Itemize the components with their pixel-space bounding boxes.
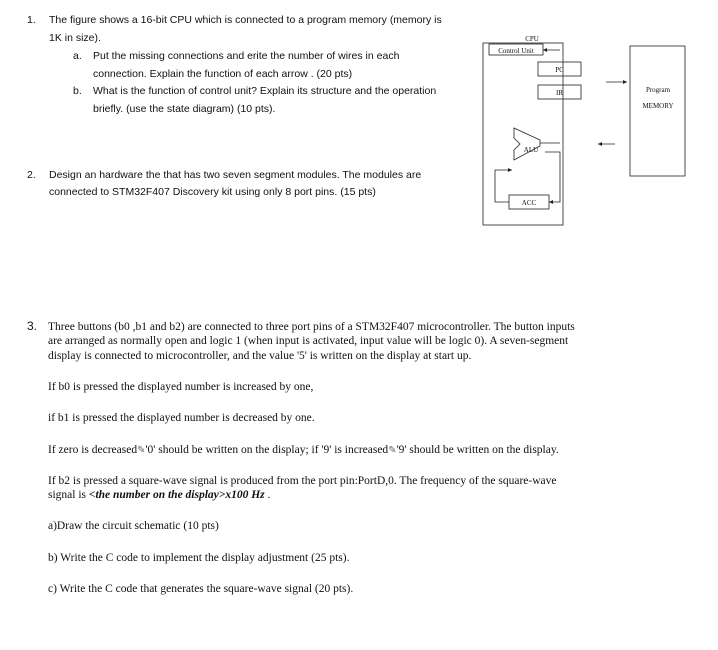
q1-text-line1: The figure shows a 16-bit CPU which is connected to a program memory (memory is bbox=[49, 14, 442, 26]
q1a-line1: Put the missing connections and erite the number of wires in each bbox=[93, 50, 400, 62]
control-unit-label: Control Unit bbox=[498, 47, 534, 55]
q3-part-a: a)Draw the circuit schematic (10 pts) bbox=[48, 520, 219, 532]
q3-rule-b2-line1: If b2 is pressed a square-wave signal is produced from the port pin:PortD,0. The frequency of the square-wave bbox=[48, 475, 557, 487]
memory-arrow-bottom bbox=[598, 142, 602, 146]
cpu-label: CPU bbox=[525, 35, 539, 43]
q1a-line2: connection. Explain the function of each arrow . (20 pts) bbox=[93, 68, 353, 80]
q3-line1: Three buttons (b0 ,b1 and b2) are connected to three port pins of a STM32F407 microcontroller. The button inputs bbox=[48, 321, 575, 333]
q3-part-c: c) Write the C code that generates the square-wave signal (20 pts). bbox=[48, 583, 354, 595]
q3-line3: display is connected to microcontroller, and the value '5' is written on the display at start up. bbox=[48, 350, 472, 362]
pencil-icon: ✎ bbox=[388, 445, 397, 456]
q1b-line1: What is the function of control unit? Explain its structure and the operation bbox=[93, 85, 437, 97]
q3-part-b: b) Write the C code to implement the display adjustment (25 pts). bbox=[48, 552, 350, 564]
q2-number: 2. bbox=[27, 169, 36, 181]
pc-label: PC bbox=[555, 66, 564, 74]
alu-label: ALU bbox=[523, 146, 539, 154]
q3-rule-zero bbox=[48, 443, 559, 458]
acc-to-alu-left bbox=[495, 170, 512, 202]
q3-rule-b2-line2 bbox=[48, 488, 270, 503]
program-label: Program bbox=[645, 86, 671, 94]
q3-rule-b2-line2c: . bbox=[267, 489, 271, 501]
q3-rule-b1: if b1 is pressed the displayed number is decreased by one. bbox=[48, 412, 315, 424]
pencil-icon: ✎ bbox=[137, 445, 146, 456]
ir-label: IR bbox=[556, 89, 563, 97]
memory-arrow-top bbox=[623, 80, 627, 84]
q3-frequency-formula: <the number on the display>x100 Hz bbox=[88, 489, 265, 501]
q2-line1: Design an hardware the that has two seven segment modules. The modules are bbox=[49, 169, 422, 181]
control-unit-arrow bbox=[543, 48, 547, 52]
q3-rule-b0: If b0 is pressed the displayed number is increased by one, bbox=[48, 381, 314, 393]
q3-rule-zero-b: '0' should be written on the display; if '9' is increased bbox=[145, 444, 389, 456]
q1-number: 1. bbox=[27, 14, 36, 26]
q3-rule-zero-c: '9' should be written on the display. bbox=[396, 444, 559, 456]
q1b-marker: b. bbox=[73, 85, 82, 97]
acc-label: ACC bbox=[521, 199, 537, 207]
q1a-marker: a. bbox=[73, 50, 82, 62]
q1-text-line2: 1K in size). bbox=[49, 32, 101, 44]
q3-rule-zero-a: If zero is decreased bbox=[48, 444, 138, 456]
acc-to-alu-right bbox=[545, 152, 560, 202]
q3-line2: are arranged as normally open and logic 1 (when input is activated, input value will be logic 0). A seven-segment bbox=[48, 335, 569, 347]
q2-line2: connected to STM32F407 Discovery kit using only 8 port pins. (15 pts) bbox=[49, 186, 376, 198]
q3-rule-b2-line2a: signal is bbox=[48, 489, 87, 501]
acc-arrow-left bbox=[508, 168, 512, 172]
memory-label: MEMORY bbox=[642, 102, 674, 110]
acc-arrow-right bbox=[549, 200, 553, 204]
cpu-memory-diagram bbox=[480, 28, 690, 238]
q1b-line2: briefly. (use the state diagram) (10 pts). bbox=[93, 103, 276, 115]
program-memory-box bbox=[630, 46, 685, 176]
alu bbox=[514, 128, 540, 160]
q3-number: 3. bbox=[27, 319, 38, 333]
